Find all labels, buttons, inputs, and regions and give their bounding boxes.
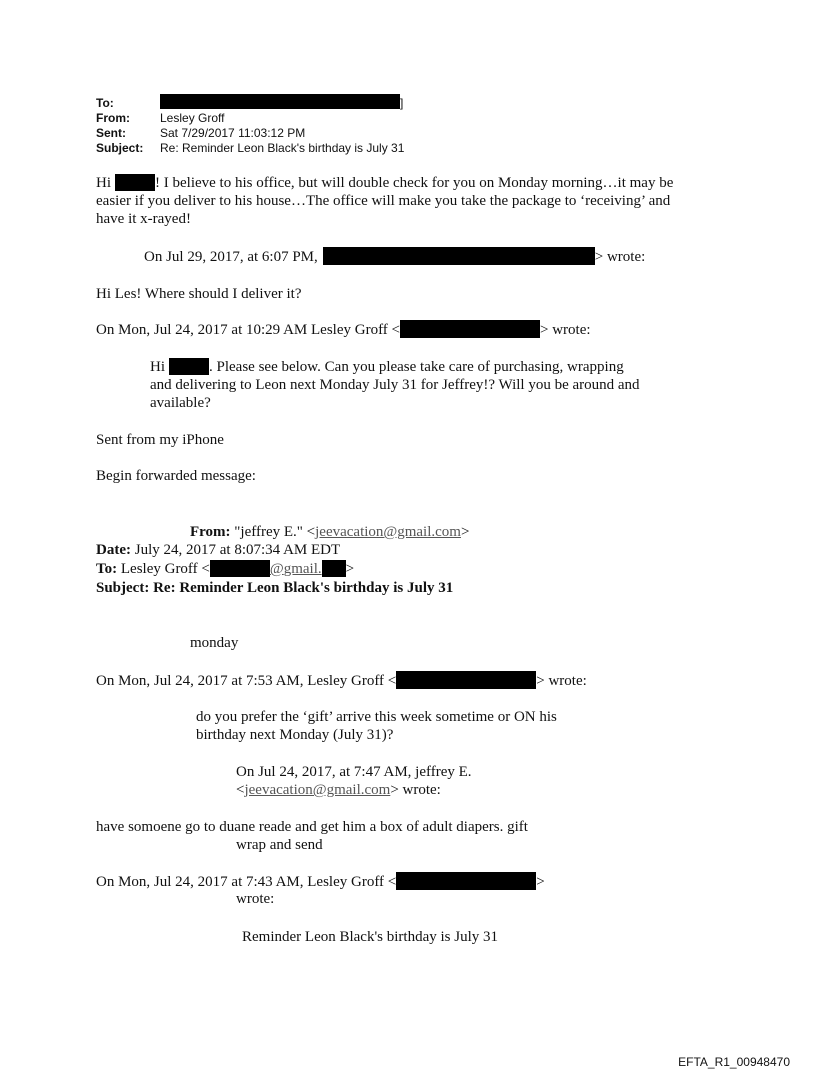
fwd-from-email-link[interactable]: jeevacation@gmail.com xyxy=(315,524,461,540)
redacted-to-address xyxy=(160,94,400,109)
quote1-header-text: On Jul 29, 2017, at 6:07 PM, xyxy=(144,249,318,265)
reply1-greeting: Hi xyxy=(96,175,111,191)
fwd-to-at[interactable]: @ xyxy=(269,561,284,577)
fwd-to-domain[interactable]: gmail. xyxy=(283,561,322,577)
quote3-wrote: > wrote: xyxy=(536,673,587,689)
fwd-date-line xyxy=(96,541,340,559)
subject-value: Re: Reminder Leon Black's birthday is July 31 xyxy=(160,141,405,155)
quote1-text: Hi Les! Where should I deliver it? xyxy=(96,286,302,302)
redacted-email xyxy=(400,320,540,338)
quote2-line2: and delivering to Leon next Monday July 31 for Jeffrey!? Will you be around and xyxy=(150,377,640,393)
fwd-subject-line xyxy=(96,579,453,597)
reply1-line1 xyxy=(96,174,673,192)
quote5-text: Reminder Leon Black's birthday is July 31 xyxy=(242,929,498,945)
quote5-wrote: wrote: xyxy=(236,891,275,907)
quote2-line1 xyxy=(150,358,624,376)
quote4-header-line2 xyxy=(236,781,441,799)
quote4-header-line1: On Jul 24, 2017, at 7:47 AM, jeffrey E. xyxy=(236,764,472,780)
fwd-from-value: "jeffrey E." < xyxy=(234,524,316,540)
to-bracket: ] xyxy=(400,96,404,110)
quote2-line1-text: . Please see below. Can you please take care of purchasing, wrapping xyxy=(209,359,624,375)
fwd-text: monday xyxy=(190,635,239,651)
fwd-to-close: > xyxy=(345,561,355,577)
sent-value: Sat 7/29/2017 11:03:12 PM xyxy=(160,126,306,140)
fwd-from-label: From: xyxy=(190,524,231,540)
forward-note: Begin forwarded message: xyxy=(96,468,256,484)
redacted-name xyxy=(115,174,155,191)
to-label: To: xyxy=(96,96,114,110)
quote4-line1: have somoene go to duane reade and get him a box of adult diapers. gift xyxy=(96,819,528,835)
quote5-header xyxy=(96,872,545,891)
redacted-sender xyxy=(323,247,595,265)
redacted-local-part xyxy=(210,560,270,577)
fwd-to-line xyxy=(96,560,354,578)
quote2-header-text: On Mon, Jul 24, 2017 at 10:29 AM Lesley Groff < xyxy=(96,322,400,338)
quote4-wrote: > wrote: xyxy=(390,782,441,798)
reply1-line2: easier if you deliver to his house…The office will make you take the package to ‘receiving’ and xyxy=(96,193,671,209)
fwd-to-label: To: xyxy=(96,561,118,577)
subject-label: Subject: xyxy=(96,141,144,155)
fwd-to-value: Lesley Groff < xyxy=(120,561,210,577)
quote2-wrote: > wrote: xyxy=(540,322,591,338)
reply1-line1-text: ! I believe to his office, but will double check for you on Monday morning…it may be xyxy=(155,175,674,191)
quote5-close: > xyxy=(536,874,545,890)
quote2-header xyxy=(96,320,591,339)
quote4-line2: wrap and send xyxy=(236,837,323,853)
quote2-line3: available? xyxy=(150,395,211,411)
fwd-from-line xyxy=(190,523,469,541)
quote3-header xyxy=(96,671,587,690)
from-value: Lesley Groff xyxy=(160,111,225,125)
redacted-email xyxy=(396,872,536,890)
quote4-email-link[interactable]: jeevacation@gmail.com xyxy=(244,782,391,798)
reply1-line3: have it x-rayed! xyxy=(96,211,191,227)
fwd-subject-label: Subject: xyxy=(96,580,150,596)
redacted-email xyxy=(396,671,536,689)
quote1-header xyxy=(144,247,645,266)
document-id: EFTA_R1_00948470 xyxy=(678,1055,790,1069)
redacted-domain-suffix xyxy=(322,560,346,577)
signature: Sent from my iPhone xyxy=(96,432,224,448)
redacted-name xyxy=(169,358,209,375)
sent-label: Sent: xyxy=(96,126,126,140)
quote5-header-text: On Mon, Jul 24, 2017 at 7:43 AM, Lesley Groff < xyxy=(96,874,397,890)
from-label: From: xyxy=(96,111,130,125)
quote4-email-open: < xyxy=(236,782,245,798)
quote2-greeting: Hi xyxy=(150,359,165,375)
quote3-line2: birthday next Monday (July 31)? xyxy=(196,727,394,743)
fwd-subject-value: Re: Reminder Leon Black's birthday is July 31 xyxy=(153,580,454,596)
quote1-wrote: > wrote: xyxy=(594,249,646,265)
quote3-header-text: On Mon, Jul 24, 2017 at 7:53 AM, Lesley Groff < xyxy=(96,673,397,689)
quote3-line1: do you prefer the ‘gift’ arrive this week sometime or ON his xyxy=(196,709,557,725)
fwd-from-close: > xyxy=(460,524,470,540)
fwd-date-value: July 24, 2017 at 8:07:34 AM EDT xyxy=(134,542,341,558)
fwd-date-label: Date: xyxy=(96,542,131,558)
